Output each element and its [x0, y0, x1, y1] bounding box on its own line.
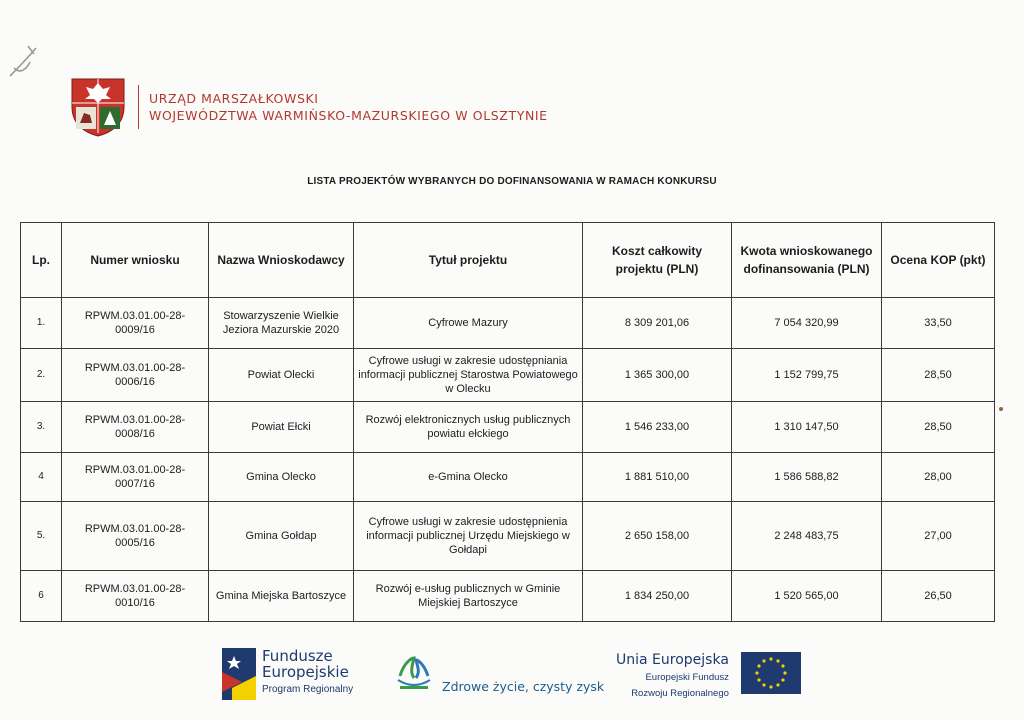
warmia-mazury-logo [394, 656, 604, 694]
fundusze-europejskie-icon [222, 648, 256, 700]
cell-tytul: Cyfrowe usługi w zakresie udostępnienia informacji publicznej Urzędu Miejskiego w Gołdapi [354, 502, 583, 571]
office-name-line1: URZĄD MARSZAŁKOWSKI [149, 91, 319, 106]
cell-kwota: 7 054 320,99 [732, 298, 882, 349]
office-name [149, 90, 548, 124]
cell-koszt: 1 834 250,00 [583, 571, 732, 622]
cell-koszt: 1 546 233,00 [583, 402, 732, 453]
cell-lp: 6 [21, 571, 62, 622]
cell-numer: RPWM.03.01.00-28-0006/16 [62, 349, 209, 402]
cell-koszt: 2 650 158,00 [583, 502, 732, 571]
table-row [21, 298, 995, 349]
unia-europejska-logo [616, 652, 801, 700]
cell-wnioskodawca: Gmina Miejska Bartoszyce [209, 571, 354, 622]
cell-ocena: 28,50 [882, 402, 995, 453]
cell-lp: 5. [21, 502, 62, 571]
cell-ocena: 26,50 [882, 571, 995, 622]
ue-subtitle-line1: Europejski Fundusz [645, 672, 729, 683]
cell-wnioskodawca: Gmina Gołdap [209, 502, 354, 571]
ue-title: Unia Europejska [616, 652, 729, 668]
table-row [21, 402, 995, 453]
cell-numer: RPWM.03.01.00-28-0010/16 [62, 571, 209, 622]
ue-subtitle-line2: Rozwoju Regionalnego [631, 688, 729, 699]
handwritten-mark [6, 40, 46, 90]
cell-wnioskodawca: Gmina Olecko [209, 453, 354, 502]
table-header-row [21, 223, 995, 298]
cell-koszt: 8 309 201,06 [583, 298, 732, 349]
cell-tytul: Rozwój elektronicznych usług publicznych powiatu ełckiego [354, 402, 583, 453]
cell-ocena: 33,50 [882, 298, 995, 349]
cell-numer: RPWM.03.01.00-28-0008/16 [62, 402, 209, 453]
cell-tytul: Cyfrowe Mazury [354, 298, 583, 349]
warmia-mazury-slogan: Zdrowe życie, czysty zysk [442, 678, 605, 694]
cell-koszt: 1 881 510,00 [583, 453, 732, 502]
cell-lp: 2. [21, 349, 62, 402]
cell-lp: 3. [21, 402, 62, 453]
cell-koszt: 1 365 300,00 [583, 349, 732, 402]
header-numer-wniosku: Numer wniosku [62, 223, 209, 298]
document-title: LISTA PROJEKTÓW WYBRANYCH DO DOFINANSOWANIA W RAMACH KONKURSU [307, 176, 717, 187]
header-wnioskodawca: Nazwa Wnioskodawcy [209, 223, 354, 298]
cell-numer: RPWM.03.01.00-28-0009/16 [62, 298, 209, 349]
fundusze-europejskie-logo [222, 648, 353, 700]
cell-numer: RPWM.03.01.00-28-0007/16 [62, 453, 209, 502]
projects-table [20, 222, 995, 622]
fe-title-line2: Europejskie [262, 663, 349, 681]
header-koszt: Koszt całkowity projektu (PLN) [583, 223, 732, 298]
scan-speck [999, 407, 1003, 411]
header-ocena: Ocena KOP (pkt) [882, 223, 995, 298]
header-tytul: Tytuł projektu [354, 223, 583, 298]
voivodeship-crest-icon [70, 77, 126, 137]
cell-tytul: Rozwój e-usług publicznych w Gminie Miejskiej Bartoszyce [354, 571, 583, 622]
cell-lp: 1. [21, 298, 62, 349]
warmia-mazury-icon [394, 656, 434, 694]
cell-kwota: 1 586 588,82 [732, 453, 882, 502]
cell-wnioskodawca: Powiat Olecki [209, 349, 354, 402]
fe-title-line1: Fundusze [262, 647, 333, 665]
header-kwota: Kwota wnioskowanego dofinansowania (PLN) [732, 223, 882, 298]
cell-wnioskodawca: Powiat Ełcki [209, 402, 354, 453]
cell-ocena: 28,00 [882, 453, 995, 502]
cell-lp: 4 [21, 453, 62, 502]
header-lp: Lp. [21, 223, 62, 298]
eu-flag-icon [741, 652, 801, 694]
cell-kwota: 1 520 565,00 [732, 571, 882, 622]
cell-wnioskodawca: Stowarzyszenie Wielkie Jeziora Mazurskie 2020 [209, 298, 354, 349]
cell-kwota: 1 152 799,75 [732, 349, 882, 402]
table-row [21, 349, 995, 402]
header-divider [138, 85, 139, 129]
footer-logos [0, 648, 1024, 704]
office-name-line2: WOJEWÓDZTWA WARMIŃSKO-MAZURSKIEGO W OLSZTYNIE [149, 108, 548, 123]
table-row [21, 453, 995, 502]
fe-subtitle: Program Regionalny [262, 684, 354, 695]
cell-numer: RPWM.03.01.00-28-0005/16 [62, 502, 209, 571]
cell-tytul: Cyfrowe usługi w zakresie udostępniania informacji publicznej Starostwa Powiatowego w Olecku [354, 349, 583, 402]
document-header [70, 76, 548, 138]
cell-ocena: 27,00 [882, 502, 995, 571]
table-row [21, 571, 995, 622]
cell-tytul: e-Gmina Olecko [354, 453, 583, 502]
cell-kwota: 2 248 483,75 [732, 502, 882, 571]
cell-ocena: 28,50 [882, 349, 995, 402]
cell-kwota: 1 310 147,50 [732, 402, 882, 453]
table-row [21, 502, 995, 571]
